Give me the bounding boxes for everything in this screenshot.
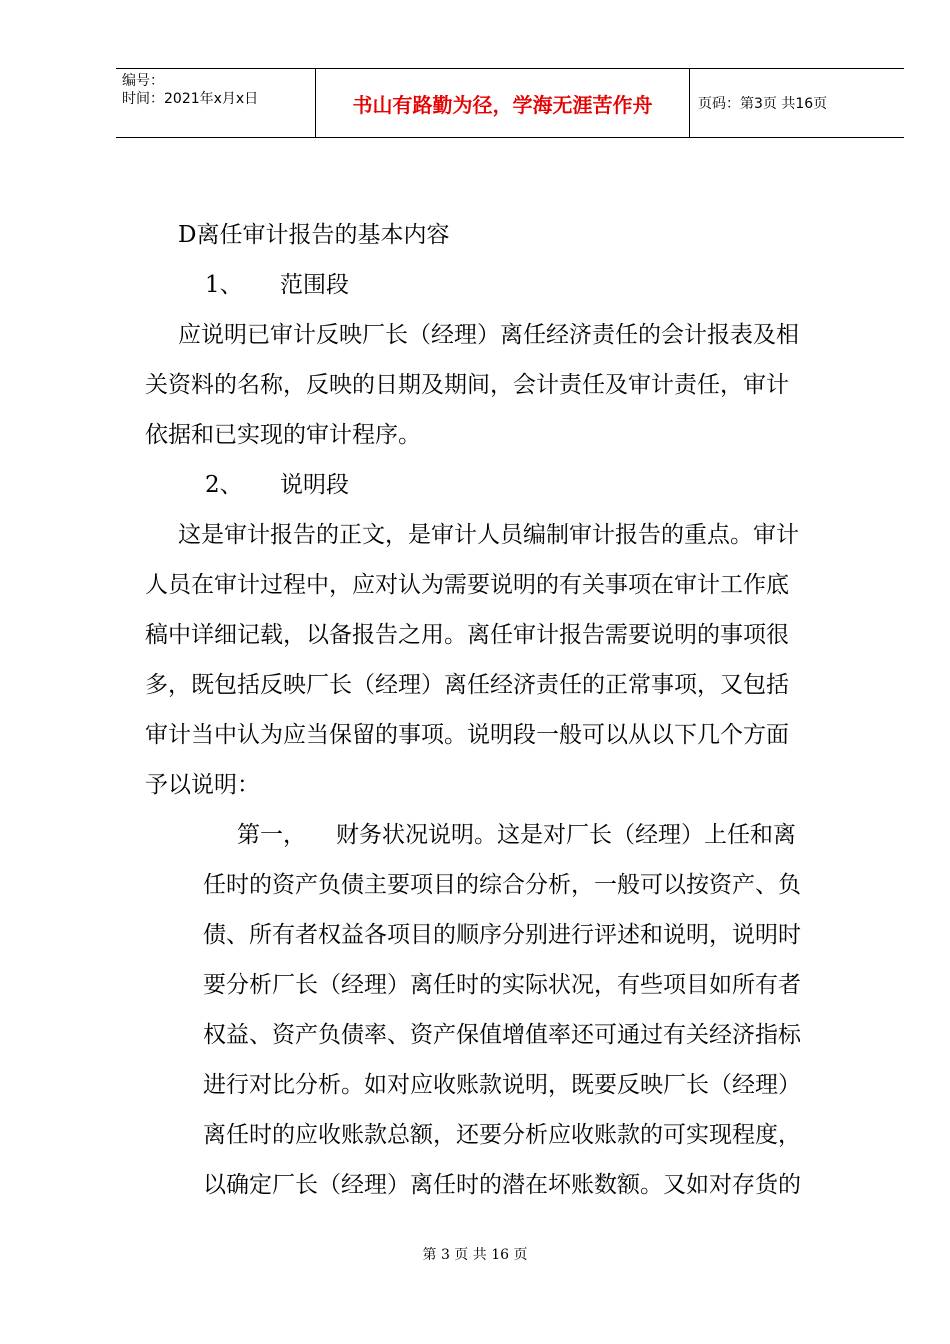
para1-line: 应说明已审计反映厂长（经理）离任经济责任的会计报表及相 bbox=[178, 322, 799, 348]
section1-title: 范围段 bbox=[280, 272, 349, 298]
page-footer: 第 3 页 共 16 页 bbox=[422, 1247, 528, 1263]
item1-line: 以确定厂长（经理）离任时的潜在坏账数额。又如对存货的 bbox=[203, 1172, 801, 1198]
item1-line: 任时的资产负债主要项目的综合分析，一般可以按资产、负 bbox=[203, 872, 801, 898]
para2-line: 这是审计报告的正文，是审计人员编制审计报告的重点。审计 bbox=[178, 522, 799, 548]
item1-text: 财务状况说明。这是对厂长（经理）上任和离 bbox=[336, 822, 796, 848]
document-body bbox=[145, 210, 880, 1210]
para2-line: 审计当中认为应当保留的事项。说明段一般可以从以下几个方面 bbox=[145, 722, 789, 748]
para2-line: 予以说明： bbox=[145, 772, 260, 798]
section1-heading bbox=[145, 260, 880, 310]
header-page-label: 页码：第3页 共16页 bbox=[698, 96, 828, 112]
section2-heading bbox=[145, 460, 880, 510]
section1-number: 1、 bbox=[205, 272, 243, 298]
para2-line: 人员在审计过程中，应对认为需要说明的有关事项在审计工作底 bbox=[145, 572, 789, 598]
item1-line: 进行对比分析。如对应收账款说明，既要反映厂长（经理） bbox=[203, 1072, 801, 1098]
time-label: 时间：2021年x月x日 bbox=[122, 91, 259, 107]
para1-line: 关资料的名称，反映的日期及期间，会计责任及审计责任，审计 bbox=[145, 372, 789, 398]
header-meta bbox=[116, 69, 316, 137]
para2-line: 稿中详细记载，以备报告之用。离任审计报告需要说明的事项很 bbox=[145, 622, 789, 648]
para2-line: 多，既包括反映厂长（经理）离任经济责任的正常事项，又包括 bbox=[145, 672, 789, 698]
item1-line: 离任时的应收账款总额，还要分析应收账款的可实现程度， bbox=[203, 1122, 801, 1148]
header-motto: 书山有路勤为径，学海无涯苦作舟 bbox=[316, 69, 690, 137]
para1-line: 依据和已实现的审计程序。 bbox=[145, 422, 421, 448]
section-heading: D离任审计报告的基本内容 bbox=[178, 222, 450, 248]
number-label: 编号： bbox=[122, 73, 164, 89]
item1-line: 权益、资产负债率、资产保值增值率还可通过有关经济指标 bbox=[203, 1022, 801, 1048]
item1-line: 债、所有者权益各项目的顺序分别进行评述和说明，说明时 bbox=[203, 922, 801, 948]
header-table bbox=[116, 68, 904, 138]
section2-number: 2、 bbox=[205, 472, 243, 498]
item1-first-line bbox=[145, 810, 880, 860]
item1-line: 要分析厂长（经理）离任时的实际状况，有些项目如所有者 bbox=[203, 972, 801, 998]
item1-label: 第一， bbox=[237, 822, 306, 848]
section2-title: 说明段 bbox=[280, 472, 349, 498]
